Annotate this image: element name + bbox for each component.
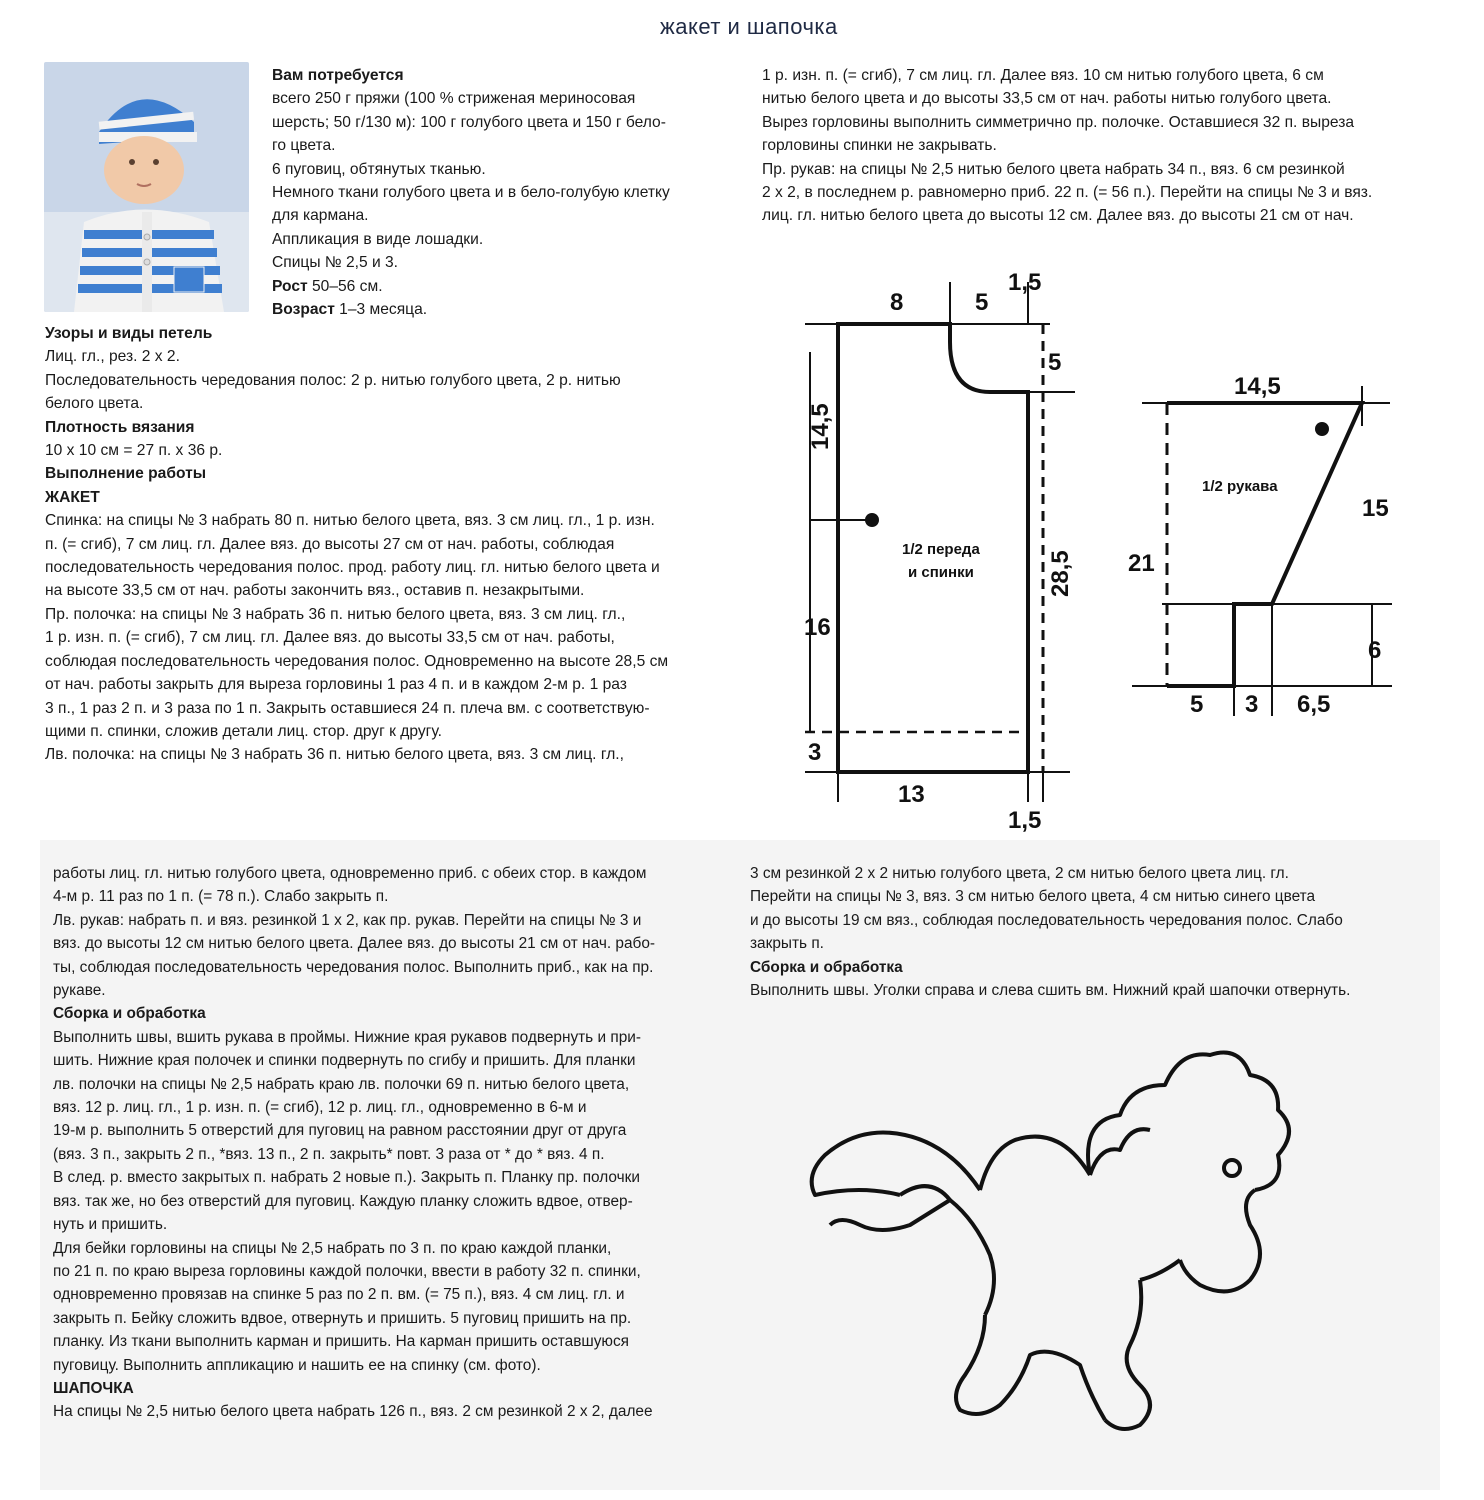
text-line: Выполнить швы. Уголки справа и слева сшить вм. Нижний край шапочки отвернуть. (750, 982, 1351, 1000)
materials-line: Аппликация в виде лошадки. (272, 230, 484, 248)
text-line: щими п. спинки, сложив детали лиц. стор. друг к другу. (45, 722, 442, 740)
materials-line: Спицы № 2,5 и 3. (272, 254, 399, 272)
text-line: вяз. 12 р. лиц. гл., 1 р. изн. п. (= сгиб), 12 р. лиц. гл., одновременно в 6-м и (53, 1099, 587, 1117)
materials-line: всего 250 г пряжи (100 % стриженая мериносовая (272, 90, 636, 108)
text-line: нуть и пришить. (53, 1216, 168, 1234)
text-line: горловины спинки не закрывать. (762, 137, 997, 155)
text-line: 4-м р. 11 раз по 1 п. (= 78 п.). Слабо закрыть п. (53, 888, 389, 906)
text-line: нитью белого цвета и до высоты 33,5 см от нач. работы нитью голубого цвета. (762, 90, 1332, 108)
text-line: 10 x 10 см = 27 п. x 36 р. (45, 442, 223, 460)
dim-top-mid: 5 (975, 289, 989, 316)
instructions-left (45, 322, 735, 767)
age-value: 1–3 месяца. (334, 301, 428, 319)
sleeve-dim-b3: 6,5 (1297, 691, 1331, 718)
dim-left-lower: 16 (804, 614, 831, 641)
baby-photo (44, 62, 249, 312)
sleeve-dim-slope: 15 (1362, 495, 1389, 522)
text-line: рукаве. (53, 982, 106, 1000)
text-line: закрыть п. (750, 935, 824, 953)
horse-applique-template (800, 1025, 1320, 1445)
sleeve-label: 1/2 рукава (1202, 478, 1278, 495)
materials-line: шерсть; 50 г/130 м): 100 г голубого цвета и 150 г бело- (272, 113, 666, 131)
jacket-heading: ЖАКЕТ (45, 488, 100, 506)
body-pattern-diagram (790, 262, 1090, 837)
sleeve-dim-height: 21 (1128, 550, 1155, 577)
text-line: На спицы № 2,5 нитью белого цвета набрать 126 п., вяз. 2 см резинкой 2 x 2, далее (53, 1403, 653, 1421)
text-line: Вырез горловины выполнить симметрично пр. полочке. Оставшиеся 32 п. выреза (762, 113, 1355, 131)
materials-heading: Вам потребуется (272, 67, 404, 84)
sleeve-pattern-diagram (1122, 366, 1412, 726)
age-label: Возраст (272, 301, 335, 319)
text-line: Пр. полочка: на спицы № 3 набрать 36 п. нитью белого цвета, вяз. 3 см лиц. гл., (45, 605, 626, 623)
gauge-heading: Плотность вязания (45, 418, 195, 436)
text-line: ты, соблюдая последовательность чередования полос. Выполнить приб., как на пр. (53, 958, 654, 976)
text-line: Лв. полочка: на спицы № 3 набрать 36 п. нитью белого цвета, вяз. 3 см лиц. гл., (45, 746, 624, 764)
dim-bottom: 13 (898, 781, 925, 808)
text-line: Выполнить швы, вшить рукава в проймы. Нижние края рукавов подвернуть и при- (53, 1028, 641, 1046)
size-label: Рост (272, 277, 308, 295)
sleeve-dim-b1: 5 (1190, 691, 1204, 718)
materials-section (272, 64, 732, 321)
text-line: Последовательность чередования полос: 2 р. нитью голубого цвета, 2 р. нитью (45, 371, 621, 389)
text-line: вяз. до высоты 12 см нитью белого цвета. Далее вяз. до высоты 21 см от нач. рабо- (53, 935, 656, 953)
text-line: Для бейки горловины на спицы № 2,5 набрать по 3 п. по краю каждой планки, (53, 1239, 612, 1257)
body-label-line1: 1/2 переда (902, 541, 980, 558)
instructions-right (762, 64, 1412, 228)
text-line: от нач. работы закрыть для выреза горловины 1 раз 4 п. и в каждом 2-м р. 1 раз (45, 676, 627, 694)
text-line: (вяз. 3 п., закрыть 2 п., *вяз. 13 п., 2 п. закрыть* повт. 3 раза от * до * вяз. 4 п. (53, 1145, 605, 1163)
text-line: одновременно провязав на спинке 5 раз по 2 п. вм. (= 75 п.), вяз. 4 см лиц. гл. и (53, 1286, 625, 1304)
dim-bottom-right: 1,5 (1008, 807, 1042, 834)
body-label-line2: и спинки (908, 564, 974, 581)
materials-line: Немного ткани голубого цвета и в бело-голубую клетку (272, 184, 670, 202)
text-line: 2 x 2, в последнем р. равномерно приб. 22 п. (= 56 п.). Перейти на спицы № 3 и вяз. (762, 184, 1373, 202)
materials-line: 6 пуговиц, обтянутых тканью. (272, 160, 486, 178)
dim-top-right: 1,5 (1008, 269, 1042, 296)
dim-right-height: 28,5 (1047, 550, 1074, 597)
text-line: 3 п., 1 раз 2 п. и 3 раза по 1 п. Закрыть оставшиеся 24 п. плеча вм. с соответствую- (45, 699, 650, 717)
text-line: 19-м р. выполнить 5 отверстий для пуговиц на равном расстоянии друг от друга (53, 1122, 627, 1140)
text-line: по 21 п. по краю выреза горловины каждой полочки, ввести в работу 32 п. спинки, (53, 1262, 641, 1280)
text-line: Лв. рукав: набрать п. и вяз. резинкой 1 x 2, как пр. рукав. Перейти на спицы № 3 и (53, 911, 642, 929)
sleeve-dim-top: 14,5 (1234, 373, 1281, 400)
hat-assembly-heading: Сборка и обработка (750, 958, 903, 976)
text-line: последовательность чередования полос. прод. работу лиц. гл. нитью белого цвета и (45, 559, 660, 577)
sleeve-dim-b2: 3 (1245, 691, 1259, 718)
text-line: 3 см резинкой 2 x 2 нитью голубого цвета, 2 см нитью белого цвета лиц. гл. (750, 865, 1289, 882)
text-line: 1 р. изн. п. (= сгиб), 7 см лиц. гл. Далее вяз. 10 см нитью голубого цвета, 6 см (762, 67, 1324, 84)
text-line: лиц. гл. нитью белого цвета до высоты 12 см. Далее вяз. до высоты 21 см от нач. (762, 207, 1354, 225)
dim-top-left: 8 (890, 289, 904, 316)
hat-heading: ШАПОЧКА (53, 1379, 134, 1397)
page-title: жакет и шапочка (660, 14, 838, 39)
assembly-heading: Сборка и обработка (53, 1005, 206, 1023)
text-line: соблюдая последовательность чередования полос. Одновременно на высоте 28,5 см (45, 652, 669, 670)
text-line: планку. Из ткани выполнить карман и пришить. На карман пришить оставшуюся (53, 1333, 629, 1351)
size-value: 50–56 см. (307, 277, 383, 295)
text-line: В след. р. вместо закрытых п. набрать 2 новые п.). Закрыть п. Планку пр. полочки (53, 1169, 640, 1187)
dim-left-upper: 14,5 (807, 403, 834, 450)
age-line (272, 298, 732, 321)
work-heading: Выполнение работы (45, 465, 207, 483)
text-line: лв. полочки на спицы № 2,5 набрать краю лв. полочки 69 п. нитью белого цвета, (53, 1075, 630, 1093)
text-line: шить. Нижние края полочек и спинки подвернуть по сгибу и пришить. Для планки (53, 1052, 636, 1070)
text-line: закрыть п. Бейку сложить вдвое, отвернуть и пришить. 5 пуговиц пришить на пр. (53, 1309, 632, 1327)
dim-hem: 3 (808, 739, 822, 766)
text-line: п. (= сгиб), 7 см лиц. гл. Далее вяз. до высоты 27 см от нач. работы, соблюдая (45, 535, 615, 553)
dim-neck-depth: 5 (1048, 349, 1062, 376)
text-line: Перейти на спицы № 3, вяз. 3 см нитью белого цвета, 4 см нитью синего цвета (750, 888, 1316, 906)
text-line: на высоте 33,5 см от нач. работы закончить вяз., оставив п. незакрытыми. (45, 582, 585, 600)
text-line: работы лиц. гл. нитью голубого цвета, одновременно приб. с обеих стор. в каждом (53, 865, 647, 882)
instructions-lower-left (53, 862, 733, 1424)
size-line (272, 275, 732, 298)
text-line: белого цвета. (45, 395, 144, 413)
text-line: 1 р. изн. п. (= сгиб), 7 см лиц. гл. Далее вяз. до высоты 33,5 см от нач. работы, (45, 629, 615, 647)
text-line: Лиц. гл., рез. 2 x 2. (45, 348, 180, 366)
instructions-lower-right (750, 862, 1440, 1002)
sleeve-dim-cuff: 6 (1368, 637, 1382, 664)
text-line: Пр. рукав: на спицы № 2,5 нитью белого цвета набрать 34 п., вяз. 6 см резинкой (762, 160, 1345, 178)
text-line: вяз. так же, но без отверстий для пуговиц. Каждую планку сложить вдвое, отвер- (53, 1192, 633, 1210)
text-line: пуговицу. Выполнить аппликацию и нашить ее на спинку (см. фото). (53, 1356, 541, 1374)
materials-line: го цвета. (272, 137, 336, 155)
text-line: и до высоты 19 см вяз., соблюдая последовательность чередования полос. Слабо (750, 911, 1343, 929)
patterns-heading: Узоры и виды петель (45, 325, 213, 342)
text-line: Спинка: на спицы № 3 набрать 80 п. нитью белого цвета, вяз. 3 см лиц. гл., 1 р. изн. (45, 512, 655, 530)
materials-line: для кармана. (272, 207, 369, 225)
